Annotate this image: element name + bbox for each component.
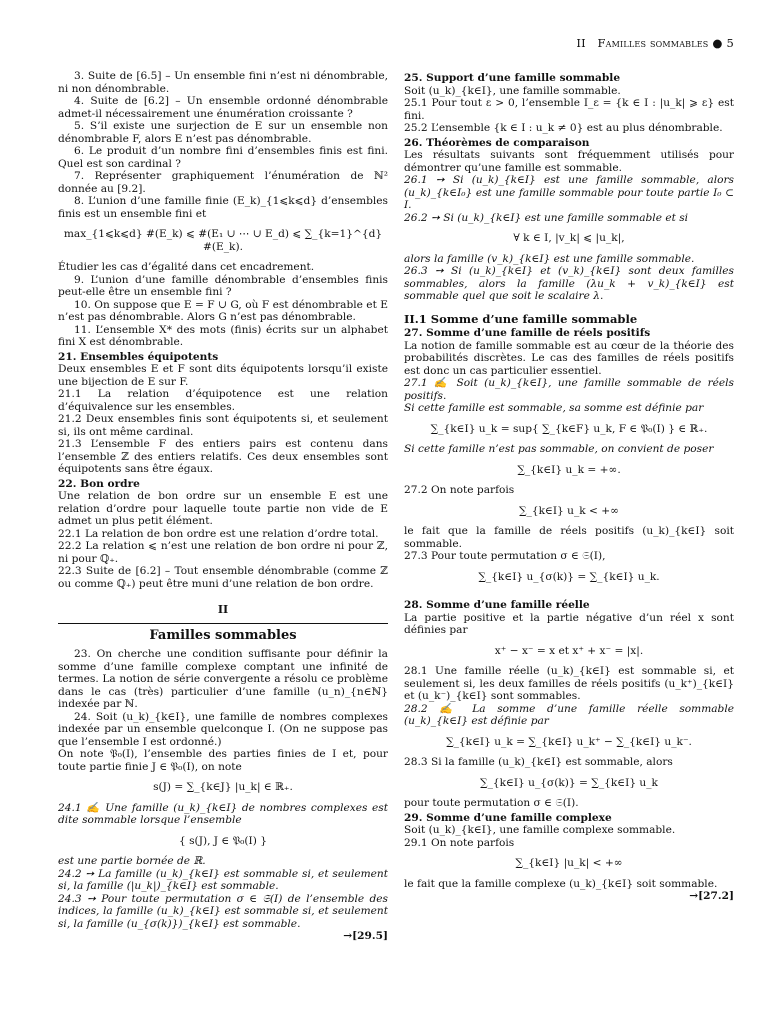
equation-24-1: { s(J), J ∈ 𝔓₀(I) } [179, 834, 267, 847]
theorem-26-3: 26.3 ➙ Si (u_k)_{k∈I} et (v_k)_{k∈I} sont deux familles sommables, alors la famille (λu_k + v_k)_{k∈I} est sommable quel que soit le scalaire λ. [404, 265, 734, 302]
paragraph-29: Soit (u_k)_{k∈I}, une famille complexe sommable. [404, 824, 676, 836]
exercise-8-note: Étudier les cas d’égalité dans cet encadrement. [58, 261, 315, 273]
exercise-8: 8. L’union d’une famille finie (E_k)_{1⩽k⩽d} d’ensembles finis est un ensemble fini et [58, 195, 388, 220]
section-rule [58, 623, 388, 624]
heading-22: 22. Bon ordre [58, 477, 140, 490]
left-column [58, 70, 388, 943]
chapter-title: Familles sommables [597, 36, 709, 50]
equation-27-3: ∑_{k∈I} u_{σ(k)} = ∑_{k∈I} u_k. [478, 570, 660, 583]
paragraph-22-2: 22.2 La relation ⩽ n’est une relation de bon ordre ni pour ℤ, ni pour ℚ₊. [58, 540, 388, 565]
definition-27-1-b: Si cette famille est sommable, sa somme est définie par [404, 402, 704, 414]
paragraph-29-1: 29.1 On note parfois [404, 836, 515, 849]
exercise-9: 9. L’union d’une famille dénombrable d’ensembles finis peut-elle être un ensemble fini ? [58, 273, 388, 298]
exercise-3: 3. Suite de [6.5] – Un ensemble fini n’est ni dénombrable, ni non dénombrable. [58, 70, 388, 95]
heading-27: 27. Somme d’une famille de réels positifs [404, 327, 651, 339]
cross-reference-27-2: →[27.2] [689, 890, 734, 902]
equation-24: s(J) = ∑_{k∈J} |u_k| ∈ ℝ₊. [153, 781, 293, 793]
exercise-11: 11. L’ensemble X* des mots (finis) écrits sur un alphabet fini X est dénombrable. [58, 323, 388, 348]
paragraph-25-1: 25.1 Pour tout ε > 0, l’ensemble I_ε = {k ∈ I : |u_k| ⩾ ε} est fini. [404, 97, 734, 122]
paragraph-24: 24. Soit (u_k)_{k∈I}, une famille de nombres complexes indexée par un ensemble quelconque I. (On ne suppose pas que l’ensemble I est ordonné.) [58, 710, 388, 748]
section-title: Familles sommables [149, 627, 297, 643]
equation-27-1: ∑_{k∈I} u_k = sup{ ∑_{k∈F} u_k, F ∈ 𝔓₀(I) } ∈ ℝ₊. [430, 422, 708, 435]
right-column [404, 70, 734, 903]
equation-8: max_{1⩽k⩽d} #(E_k) ⩽ #(E₁ ∪ ⋯ ∪ E_d) ⩽ ∑_{k=1}^{d} #(E_k). [63, 228, 383, 253]
paragraph-21-2: 21.2 Deux ensembles finis sont équipotents si, et seulement si, ils ont même cardinal. [58, 413, 388, 438]
subsection-heading: II.1 Somme d’une famille sommable [404, 311, 638, 326]
section-number: II [217, 603, 229, 616]
paragraph-27-2: 27.2 On note parfois [404, 484, 515, 496]
definition-24-1-b: est une partie bornée de ℝ. [58, 855, 206, 867]
equation-27-2: ∑_{k∈I} u_k < +∞ [518, 504, 619, 517]
equation-26-2: ∀ k ∈ I, |v_k| ⩽ |u_k|, [513, 232, 625, 244]
heading-29: 29. Somme d’une famille complexe [404, 811, 612, 824]
heading-21: 21. Ensembles équipotents [58, 350, 219, 363]
paragraph-22-1: 22.1 La relation de bon ordre est une relation d’ordre total. [58, 527, 379, 540]
property-24-2: 24.2 ➙ La famille (u_k)_{k∈I} est sommable si, et seulement si, la famille (|u_k|)_{k∈I} est sommable. [58, 867, 388, 892]
paragraph-22: Une relation de bon ordre sur un ensemble E est une relation d’ordre pour laquelle toute partie non vide de E admet un plus petit élément. [58, 490, 388, 527]
paragraph-28-3: 28.3 Si la famille (u_k)_{k∈I} est sommable, alors [404, 756, 673, 768]
exercise-5: 5. S’il existe une surjection de E sur un ensemble non dénombrable F, alors E n’est pas dénombrable. [58, 120, 388, 145]
cross-reference-29-5: →[29.5] [343, 930, 388, 942]
paragraph-22-3: 22.3 Suite de [6.2] – Tout ensemble dénombrable (comme ℤ ou comme ℚ₊) peut être muni d’une relation de bon ordre. [58, 565, 388, 590]
paragraph-21-3: 21.3 L’ensemble F des entiers pairs est contenu dans l’ensemble ℤ des entiers relatifs. Ces deux ensembles sont équipotents sans être égaux. [58, 438, 388, 475]
chapter-number: II [576, 36, 586, 50]
heading-25: 25. Support d’une famille sommable [404, 72, 621, 84]
equation-28-3: ∑_{k∈I} u_{σ(k)} = ∑_{k∈I} u_k [480, 776, 658, 789]
paragraph-24-b: On note 𝔓₀(I), l’ensemble des parties finies de I et, pour toute partie finie J ∈ 𝔓₀(I), on note [58, 748, 388, 773]
theorem-26-2-b: alors la famille (v_k)_{k∈I} est une famille sommable. [404, 252, 695, 265]
running-head [576, 36, 734, 50]
bullet-icon: ● [712, 36, 723, 50]
paragraph-28-1: 28.1 Une famille réelle (u_k)_{k∈I} est sommable si, et seulement si, les deux familles de réels positifs (u_k⁺)_{k∈I} et (u_k⁻)_{k∈I} sont sommables. [404, 665, 734, 702]
paragraph-21-1: 21.1 La relation d’équipotence est une relation d’équivalence sur les ensembles. [58, 388, 388, 413]
property-24-3: 24.3 ➙ Pour toute permutation σ ∈ 𝔖(I) de l’ensemble des indices, la famille (u_k)_{k∈I} est sommable si, et seulement si, la famille (u_{σ(k)})_{k∈I} est sommable. [58, 892, 388, 930]
definition-28-2: 28.2 ✍ La somme d’une famille réelle sommable (u_k)_{k∈I} est définie par [404, 702, 734, 727]
paragraph-27-2-b: le fait que la famille de réels positifs (u_k)_{k∈I} soit sommable. [404, 525, 734, 550]
paragraph-27-3: 27.3 Pour toute permutation σ ∈ 𝔖(I), [404, 550, 606, 562]
exercise-4: 4. Suite de [6.2] – Un ensemble ordonné dénombrable admet-il nécessairement une énumération croissante ? [58, 95, 388, 120]
paragraph-25-2: 25.2 L’ensemble {k ∈ I : u_k ≠ 0} est au plus dénombrable. [404, 122, 723, 134]
equation-29-1: ∑_{k∈I} |u_k| < +∞ [515, 857, 623, 869]
definition-27-1: 27.1 ✍ Soit (u_k)_{k∈I}, une famille sommable de réels positifs. [404, 377, 734, 402]
theorem-26-2: 26.2 ➙ Si (u_k)_{k∈I} est une famille sommable et si [404, 211, 689, 224]
definition-24-1: 24.1 ✍ Une famille (u_k)_{k∈I} de nombres complexes est dite sommable lorsque l’ensemble [58, 801, 388, 826]
paragraph-21: Deux ensembles E et F sont dits équipotents lorsqu’il existe une bijection de E sur F. [58, 363, 388, 388]
heading-26: 26. Théorèmes de comparaison [404, 136, 590, 149]
exercise-6: 6. Le produit d’un nombre fini d’ensembles finis est fini. Quel est son cardinal ? [58, 145, 388, 170]
page-number: 5 [726, 36, 734, 50]
spacer [404, 591, 734, 597]
paragraph-26: Les résultats suivants sont fréquemment utilisés pour démontrer qu’une famille est sommable. [404, 149, 734, 174]
paragraph-23: 23. On cherche une condition suffisante pour définir la somme d’une famille complexe comptant une infinité de termes. La notion de série convergente a résolu ce problème dans le cas (très) particulier d’une famille (u_n)_{n∈ℕ} indexée par ℕ. [58, 648, 388, 710]
exercise-7: 7. Représenter graphiquement l’énumération de ℕ² donnée au [9.2]. [58, 170, 388, 195]
equation-28-2: ∑_{k∈I} u_k = ∑_{k∈I} u_k⁺ − ∑_{k∈I} u_k⁻. [446, 735, 692, 748]
theorem-26-1: 26.1 ➙ Si (u_k)_{k∈I} est une famille sommable, alors (u_k)_{k∈I₀} est une famille sommable pour toute partie I₀ ⊂ I. [404, 174, 734, 211]
paragraph-27: La notion de famille sommable est au cœur de la théorie des probabilités discrètes. Le cas des familles de réels positifs est donc un cas particulier essentiel. [404, 339, 734, 377]
paragraph-25: Soit (u_k)_{k∈I}, une famille sommable. [404, 84, 621, 97]
equation-27-1-c: ∑_{k∈I} u_k = +∞. [517, 463, 621, 476]
paragraph-28: La partie positive et la partie négative d’un réel x sont définies par [404, 611, 734, 636]
exercise-10: 10. On suppose que E = F ∪ G, où F est dénombrable et E n’est pas dénombrable. Alors G n’est pas dénombrable. [58, 298, 388, 323]
paragraph-29-1-b: le fait que la famille complexe (u_k)_{k∈I} soit sommable. [404, 877, 718, 890]
equation-28: x⁺ − x⁻ = x et x⁺ + x⁻ = |x|. [494, 644, 644, 657]
paragraph-28-3-b: pour toute permutation σ ∈ 𝔖(I). [404, 797, 579, 809]
section-heading [58, 604, 388, 642]
heading-28: 28. Somme d’une famille réelle [404, 599, 590, 611]
definition-27-1-c: Si cette famille n’est pas sommable, on convient de poser [404, 443, 714, 455]
